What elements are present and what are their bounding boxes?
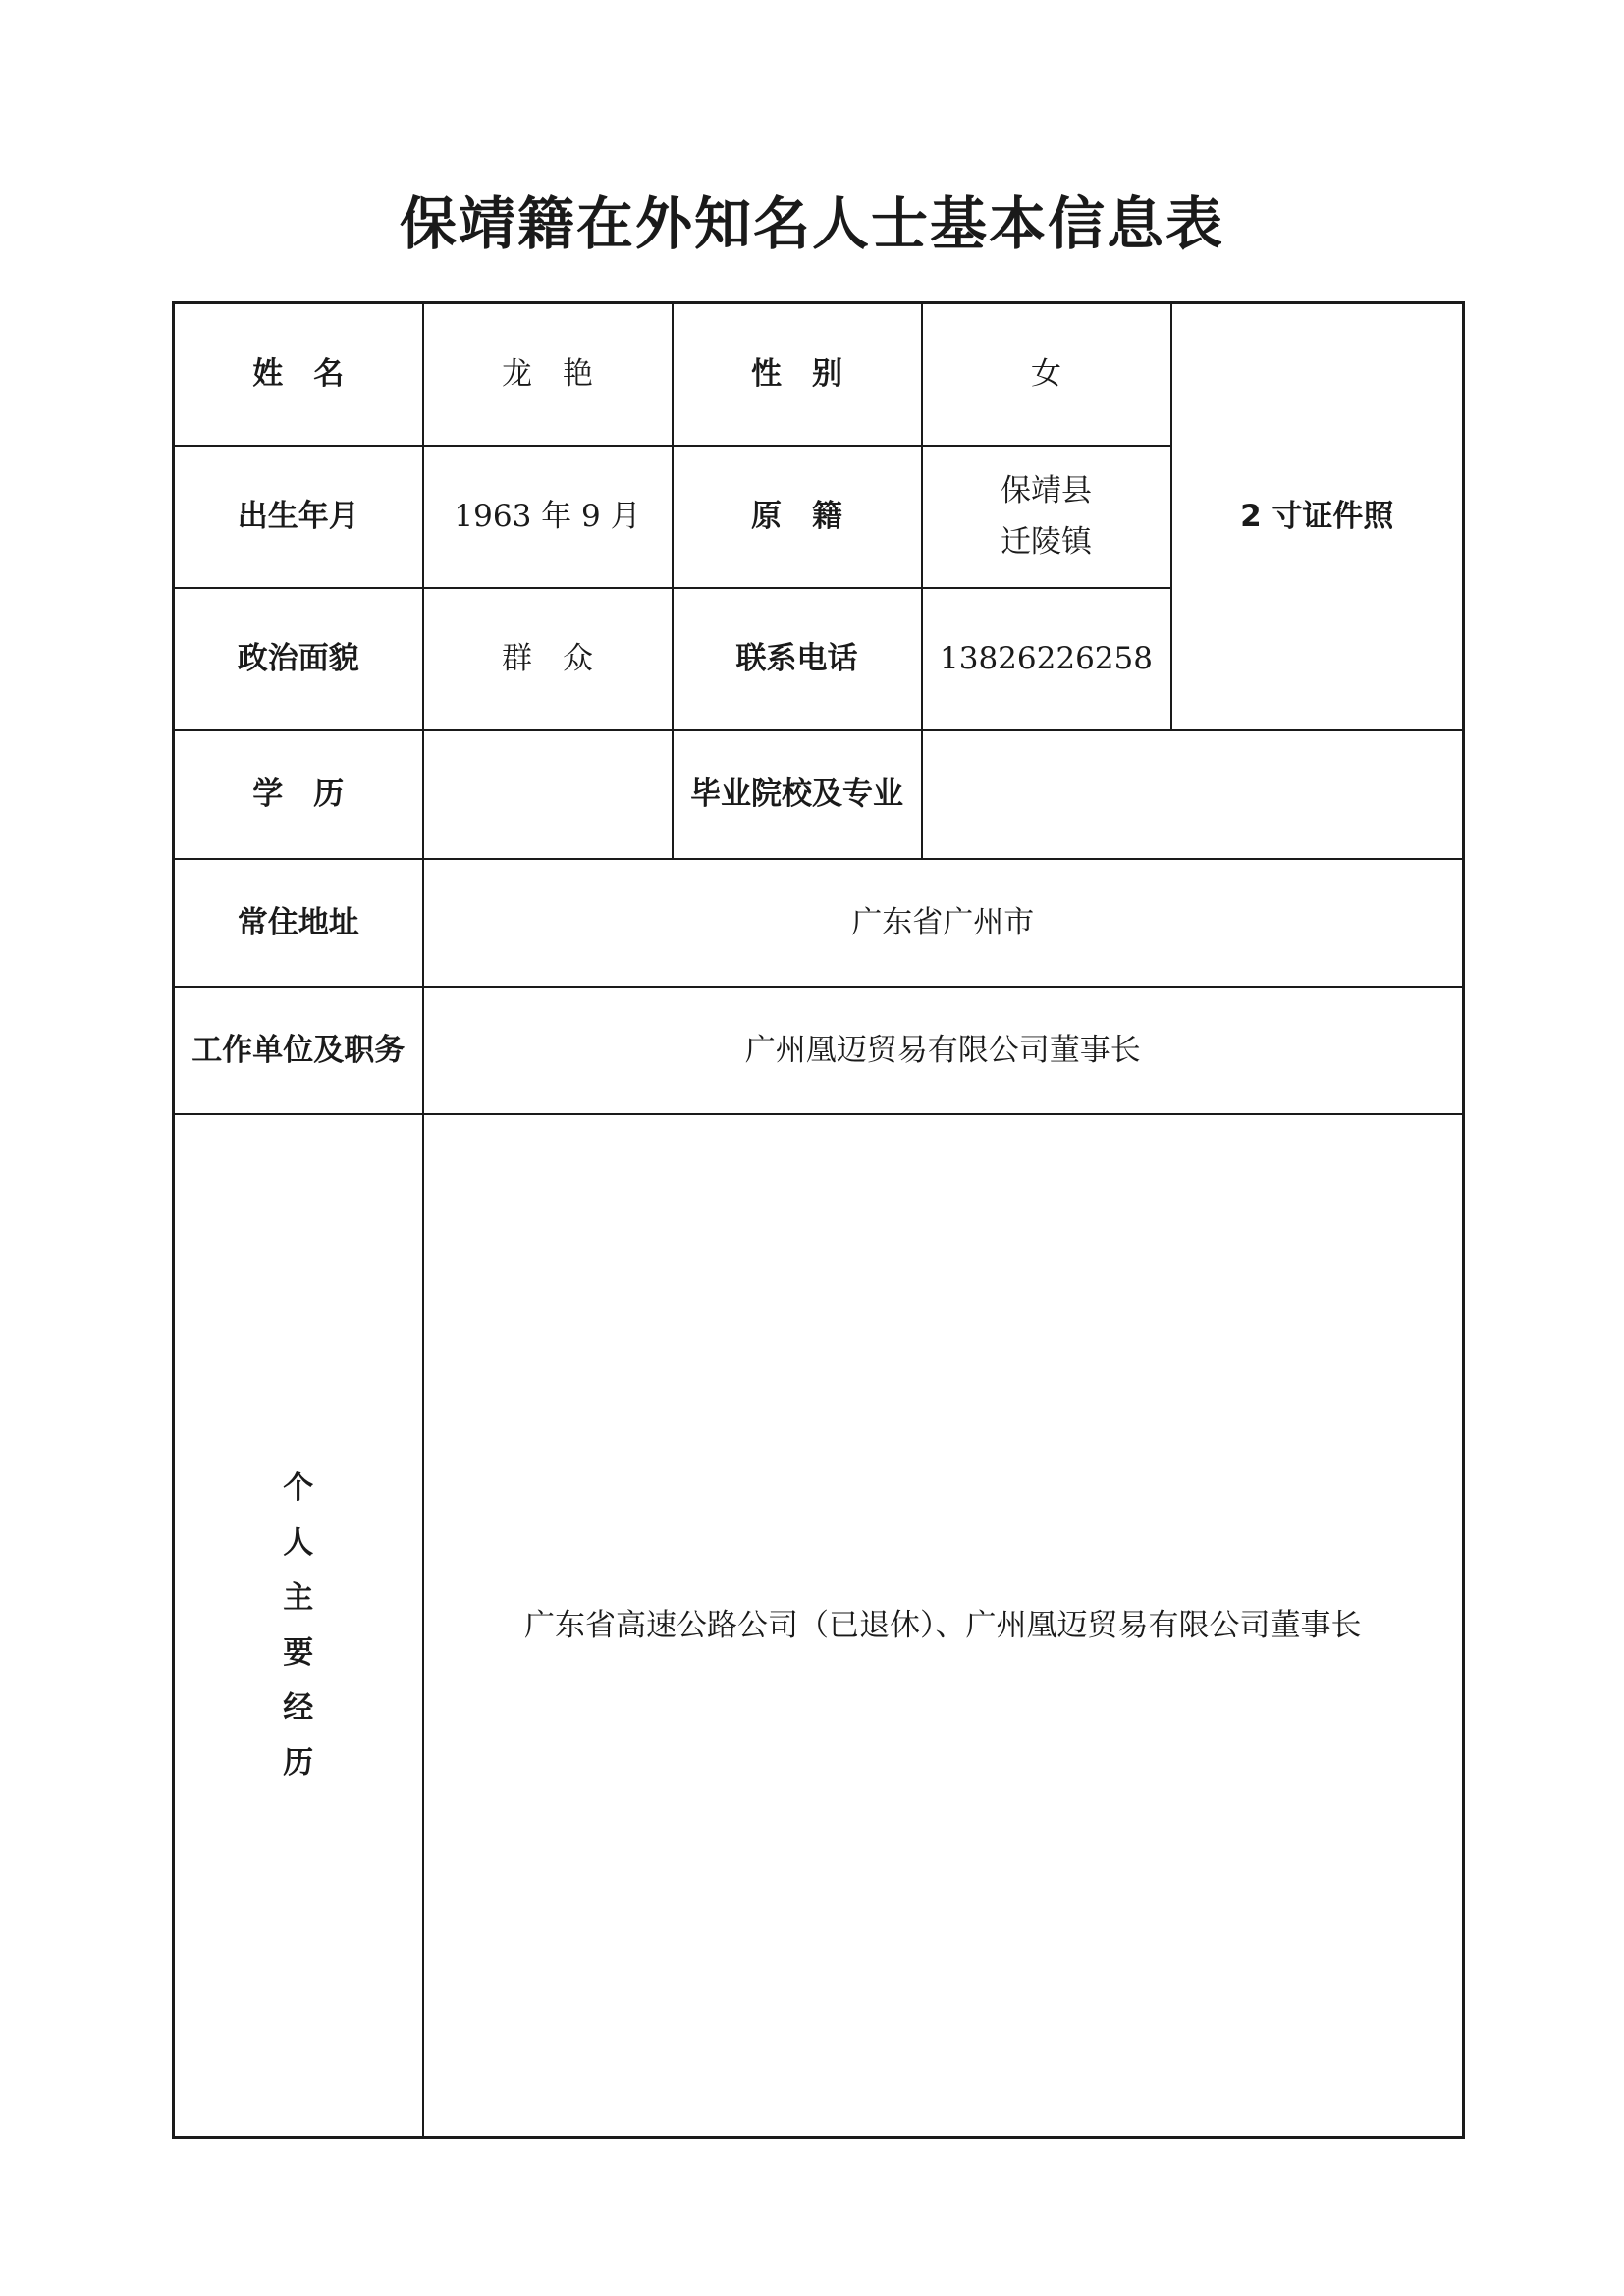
experience-value: 广东省高速公路公司（已退休）、广州凰迈贸易有限公司董事长 bbox=[423, 1114, 1464, 2138]
experience-label-char: 个 bbox=[283, 1469, 314, 1506]
origin-value bbox=[922, 446, 1171, 588]
birth-label: 出生年月 bbox=[174, 446, 423, 588]
experience-label-char: 历 bbox=[283, 1744, 314, 1781]
gender-value: 女 bbox=[922, 303, 1171, 446]
work-value: 广州凰迈贸易有限公司董事长 bbox=[423, 987, 1464, 1114]
address-label: 常住地址 bbox=[174, 859, 423, 987]
origin-label: 原 籍 bbox=[673, 446, 922, 588]
birth-value: 1963 年 9 月 bbox=[423, 446, 673, 588]
school-value bbox=[922, 730, 1464, 859]
origin-value-line2: 迁陵镇 bbox=[1001, 524, 1092, 560]
experience-label-char: 人 bbox=[283, 1524, 314, 1561]
name-label: 姓 名 bbox=[174, 303, 423, 446]
gender-label: 性 别 bbox=[673, 303, 922, 446]
address-value: 广东省广州市 bbox=[423, 859, 1464, 987]
row-name-gender bbox=[174, 303, 1464, 446]
experience-label bbox=[174, 1114, 423, 2138]
experience-label-char: 主 bbox=[283, 1579, 314, 1616]
info-table bbox=[172, 301, 1465, 2139]
row-experience bbox=[174, 1114, 1464, 2138]
row-education bbox=[174, 730, 1464, 859]
school-label: 毕业院校及专业 bbox=[673, 730, 922, 859]
politics-label: 政治面貌 bbox=[174, 588, 423, 730]
experience-label-char: 经 bbox=[283, 1689, 314, 1726]
row-address bbox=[174, 859, 1464, 987]
row-work bbox=[174, 987, 1464, 1114]
photo-placeholder: 2 寸证件照 bbox=[1171, 303, 1464, 730]
name-value: 龙 艳 bbox=[423, 303, 673, 446]
education-label: 学 历 bbox=[174, 730, 423, 859]
phone-value: 13826226258 bbox=[922, 588, 1171, 730]
document-title: 保靖籍在外知名人士基本信息表 bbox=[399, 190, 1224, 257]
politics-value: 群 众 bbox=[423, 588, 673, 730]
education-value bbox=[423, 730, 673, 859]
phone-label: 联系电话 bbox=[673, 588, 922, 730]
work-label: 工作单位及职务 bbox=[174, 987, 423, 1114]
origin-value-line1: 保靖县 bbox=[1001, 473, 1092, 508]
experience-label-char: 要 bbox=[283, 1634, 314, 1671]
